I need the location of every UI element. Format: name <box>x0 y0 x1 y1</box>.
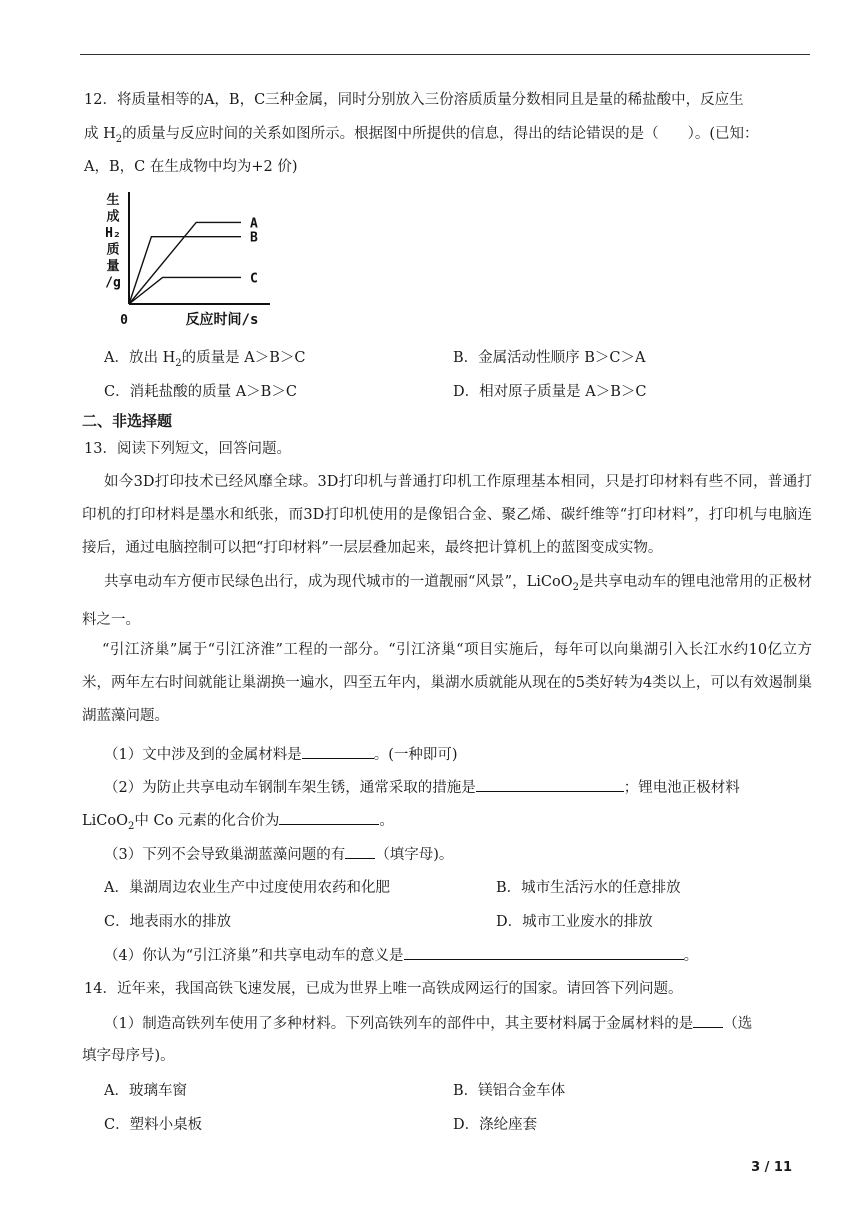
series-line-b <box>129 237 241 304</box>
q13-sub2-line2: LiCoO$_2$中 Co 元素的化合价为 。 <box>82 810 394 837</box>
q13-paragraph-3: “引江济巢”属于“引江济淮”工程的一部分。“引江济巢“项目实施后，每年可以向巢湖引入长江水约10亿立方米，两年左右时间就能让巢湖换一遍水，四至五年内，巢湖水质就能从现在的5类好转为4类以上，可以有效遏制巢湖蓝藻问题。 <box>82 642 812 724</box>
q13-sub3-option-a[interactable]: A．巢湖周边农业生产中过度使用农药和化肥 <box>104 880 390 896</box>
q14-option-d[interactable]: D．涤纶座套 <box>453 1117 538 1133</box>
page-number: 3 / 11 <box>751 1160 792 1175</box>
series-line-a <box>129 222 241 304</box>
q14-sub1: （1）制造高铁列车使用了多种材料。下列高铁列车的部件中，其主要材料属于金属材料的是 （选 <box>104 1013 752 1034</box>
q13-sub1: （1）文中涉及到的金属材料是 。(一种即可) <box>104 744 458 765</box>
y-axis-label-char: 质 <box>106 242 120 258</box>
q12-option-b[interactable]: B．金属活动性顺序 B＞C＞A <box>453 350 646 366</box>
q13-sub3-option-c[interactable]: C．地表雨水的排放 <box>104 914 232 930</box>
y-axis-label-char: /g <box>105 275 121 291</box>
series-label-a: A <box>250 216 258 232</box>
y-axis-label-char: H₂ <box>105 226 121 241</box>
q12-line3: A，B，C 在生成物中均为+2 价) <box>84 159 298 175</box>
q14-option-b[interactable]: B．镁铝合金车体 <box>453 1083 566 1099</box>
q13-sub2: （2）为防止共享电动车钢制车架生锈，通常采取的措施是 ；锂电池正极材料 <box>104 777 740 798</box>
q14-sub1-line2: 填字母序号)。 <box>82 1048 175 1064</box>
q12-line2: 成 $H_2$的质量与反应时间的关系如图所示。根据图中所提供的信息，得出的结论错误的是（ ）。(已知： <box>84 126 759 145</box>
answer-blank-4[interactable] <box>345 844 375 859</box>
y-axis-label-char: 量 <box>106 259 120 274</box>
q12-option-a[interactable]: A．放出 $H_2$的质量是 A＞B＞C <box>104 350 306 369</box>
y-axis-label-char: 生 <box>106 193 120 208</box>
header-rule <box>80 54 810 55</box>
q13-paragraph-2: 共享电动车方便市民绿色出行，成为现代城市的一道靓丽“风景”，LiCoO$_2$是共享电动车的锂电池常用的正极材料之一。 <box>82 574 812 628</box>
answer-blank-2[interactable] <box>476 777 624 792</box>
y-axis-label-char: 成 <box>106 209 120 225</box>
series-line-c <box>129 277 241 304</box>
q12-option-d[interactable]: D．相对原子质量是 A＞B＞C <box>453 384 647 400</box>
q13-sub4: （4）你认为“引江济巢”和共享电动车的意义是 。 <box>104 945 698 966</box>
q13-sub3: （3）下列不会导致巢湖蓝藻问题的有 （填字母)。 <box>104 844 453 865</box>
series-label-c: C <box>250 271 258 287</box>
origin-label: 0 <box>120 313 128 328</box>
q14-option-c[interactable]: C．塑料小桌板 <box>104 1117 203 1133</box>
answer-blank-3[interactable] <box>279 810 379 825</box>
series-label-b: B <box>250 230 258 246</box>
section-title: 二、非选择题 <box>82 412 173 430</box>
x-axis-label: 反应时间/s <box>185 312 259 328</box>
reaction-chart-svg <box>100 186 284 334</box>
q13-paragraph-1: 如今3D打印技术已经风靡全球。3D打印机与普通打印机工作原理基本相同，只是打印材料有些不同，普通打印机的打印材料是墨水和纸张，而3D打印机使用的是像铝合金、聚乙烯、碳纤维等“打印材料”，打印机与电脑连接后，通过电脑控制可以把“打印材料”一层层叠加起来，最终把计算机上的蓝图变成实物。 <box>82 474 812 556</box>
q14-intro: 14．近年来，我国高铁飞速发展，已成为世界上唯一高铁成网运行的国家。请回答下列问题。 <box>84 981 683 997</box>
answer-blank-5[interactable] <box>404 945 684 960</box>
q12-line1: 12．将质量相等的A，B，C三种金属，同时分别放入三份溶质质量分数相同且是量的稀盐酸中，反应生 <box>84 92 744 108</box>
reaction-chart <box>100 186 284 334</box>
q13-intro: 13．阅读下列短文，回答问题。 <box>84 441 291 457</box>
answer-blank-6[interactable] <box>693 1013 723 1028</box>
answer-blank-1[interactable] <box>302 744 374 759</box>
q12-option-c[interactable]: C．消耗盐酸的质量 A＞B＞C <box>104 384 297 400</box>
q13-sub3-option-b[interactable]: B．城市生活污水的任意排放 <box>496 880 681 896</box>
q13-sub3-option-d[interactable]: D．城市工业废水的排放 <box>496 914 653 930</box>
q14-option-a[interactable]: A．玻璃车窗 <box>104 1083 187 1099</box>
